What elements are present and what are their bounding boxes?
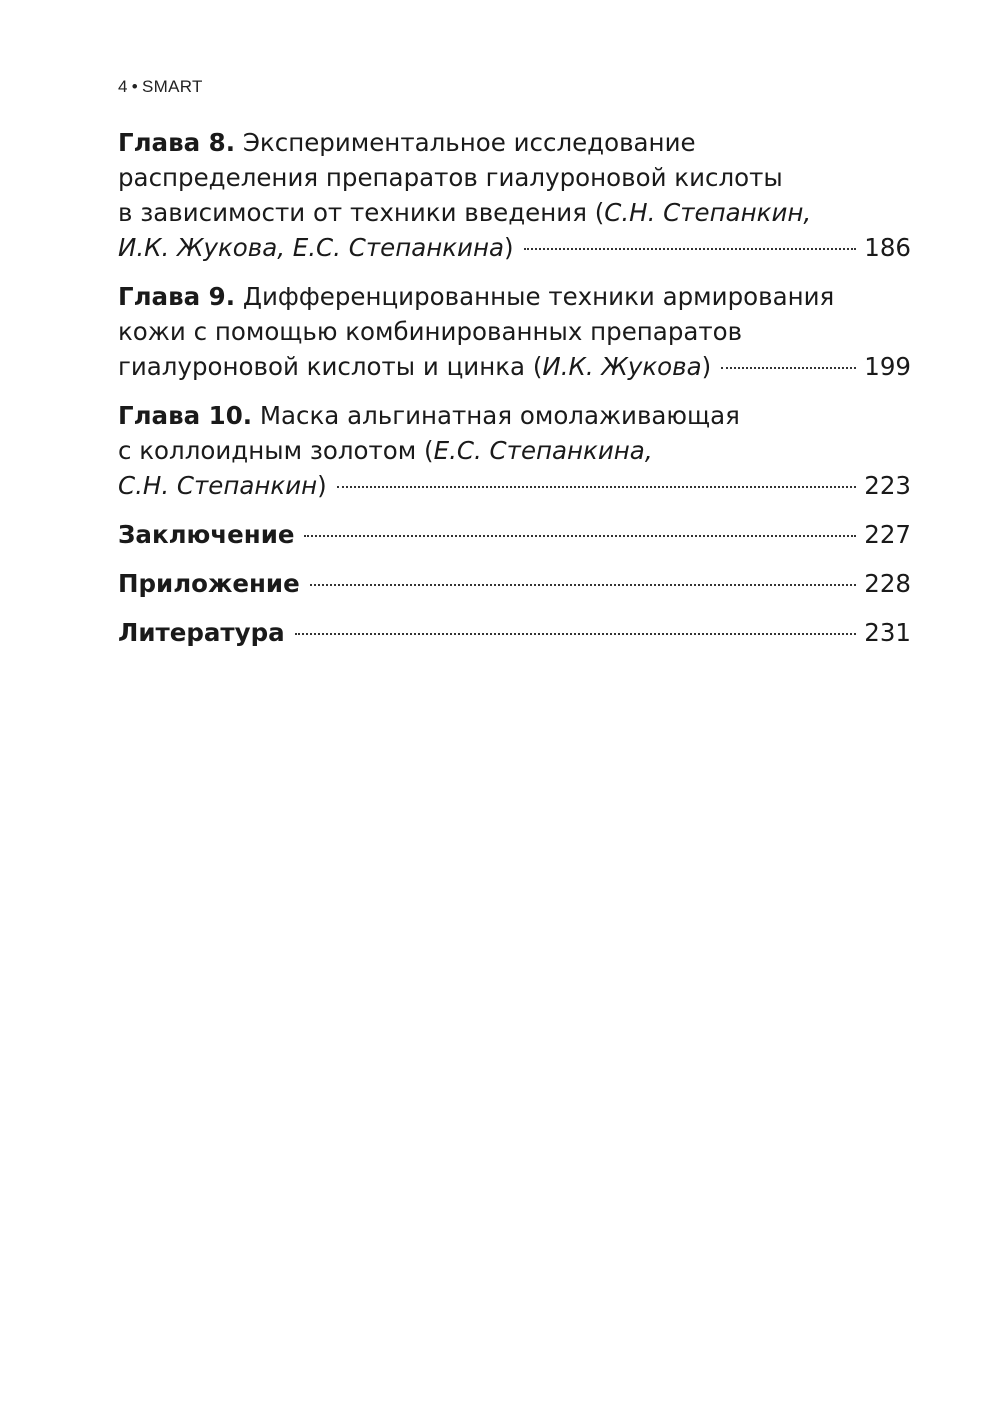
page-number-ref: 231 (864, 618, 911, 647)
section-label: Приложение (118, 569, 300, 598)
dot-leader (524, 248, 857, 250)
toc-line (118, 160, 911, 195)
separator-bullet: • (131, 77, 139, 96)
chapter-title-part: кожи с помощью комбинированных препаратов (118, 317, 743, 346)
chapter-title-part: гиалуроновой кислоты и цинка ( (118, 352, 543, 381)
closing-paren: ) (701, 352, 712, 381)
toc-line-last (118, 615, 911, 650)
toc-line (118, 398, 911, 433)
table-of-contents (118, 125, 911, 664)
toc-line (118, 314, 911, 349)
chapter-label: Глава 10. (118, 401, 253, 430)
toc-line-last (118, 517, 911, 552)
toc-entry-chapter-10[interactable] (118, 398, 911, 503)
chapter-authors: И.К. Жукова (542, 352, 702, 381)
section-label: Литература (118, 618, 285, 647)
chapter-authors: С.Н. Степанкин, (604, 198, 812, 227)
page-number-ref: 199 (864, 352, 911, 381)
page-number-ref: 228 (864, 569, 911, 598)
toc-line (118, 433, 911, 468)
toc-line-last (118, 468, 911, 503)
chapter-label: Глава 9. (118, 282, 236, 311)
toc-entry-conclusion[interactable] (118, 517, 911, 552)
dot-leader (337, 486, 857, 488)
toc-entry-chapter-8[interactable] (118, 125, 911, 265)
chapter-authors: Е.С. Степанкина, (433, 436, 653, 465)
toc-entry-chapter-9[interactable] (118, 279, 911, 384)
chapter-title-part: Экспериментальное исследование (242, 128, 696, 157)
closing-paren: ) (317, 471, 327, 500)
running-head (118, 76, 203, 98)
page-number-ref: 227 (864, 520, 911, 549)
page-number: 4 (118, 77, 128, 96)
dot-leader (310, 584, 857, 586)
toc-line-last (118, 230, 911, 265)
dot-leader (304, 535, 856, 537)
chapter-label: Глава 8. (118, 128, 236, 157)
toc-line-last (118, 349, 911, 384)
chapter-title-part: распределения препаратов гиалуроновой кислоты (118, 163, 783, 192)
toc-line (118, 195, 911, 230)
chapter-authors: И.К. Жукова, Е.С. Степанкина (118, 233, 504, 262)
page-number-ref: 186 (864, 233, 911, 262)
toc-entry-appendix[interactable] (118, 566, 911, 601)
chapter-authors: С.Н. Степанкин (118, 471, 318, 500)
toc-line (118, 125, 911, 160)
section-label: Заключение (118, 520, 295, 549)
chapter-title-part: с коллоидным золотом ( (118, 436, 434, 465)
toc-line-last (118, 566, 911, 601)
chapter-title-part: в зависимости от техники введения ( (118, 198, 605, 227)
closing-paren: ) (504, 233, 514, 262)
chapter-title-part: Дифференцированные техники армирования (242, 282, 835, 311)
chapter-title-part: Маска альгинатная омолаживающая (259, 401, 740, 430)
series-title: SMART (142, 77, 203, 96)
dot-leader (295, 633, 857, 635)
toc-line (118, 279, 911, 314)
toc-entry-references[interactable] (118, 615, 911, 650)
page-number-ref: 223 (864, 471, 911, 500)
dot-leader (721, 367, 856, 369)
